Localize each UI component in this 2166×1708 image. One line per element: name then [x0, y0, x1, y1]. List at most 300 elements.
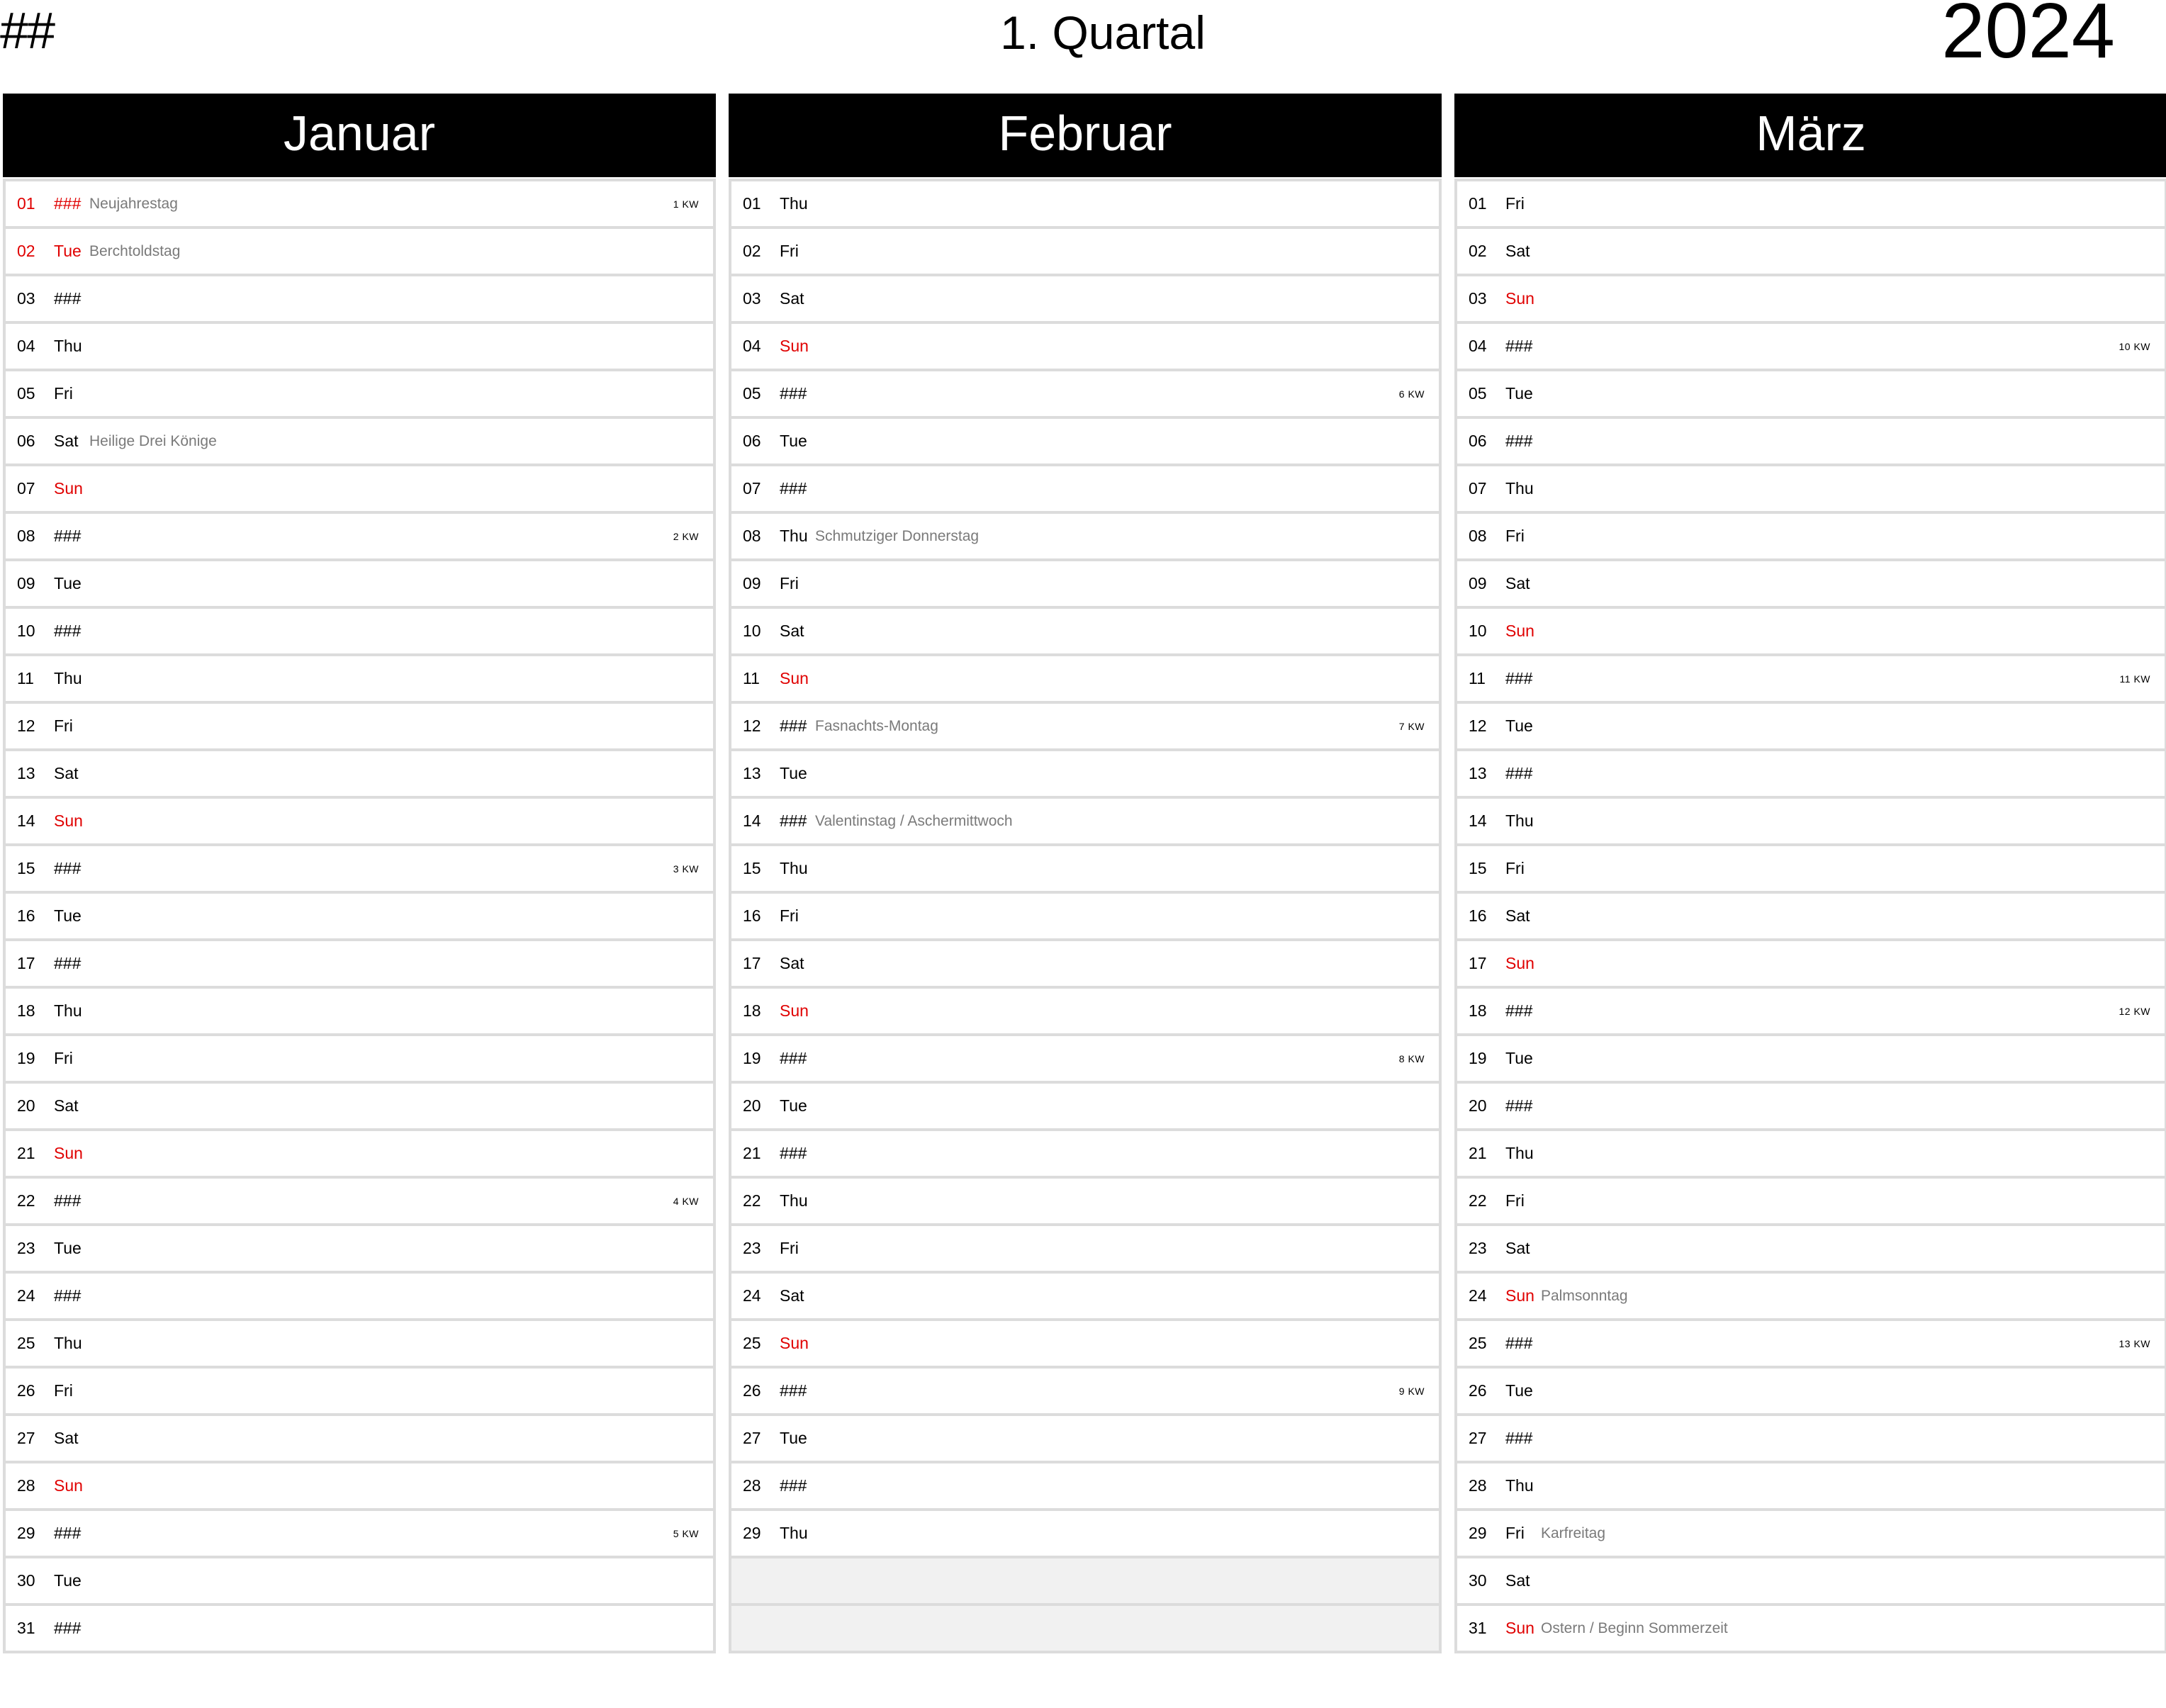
day-number: 26	[743, 1381, 761, 1400]
day-number: 28	[743, 1476, 761, 1495]
day-number: 04	[17, 337, 35, 355]
holiday-label: Palmsonntag	[1541, 1287, 1628, 1304]
day-number: 17	[743, 954, 761, 972]
day-list	[1454, 179, 2166, 1653]
weekday-label: Fri	[54, 1381, 73, 1400]
day-number: 18	[1469, 1001, 1487, 1020]
day-number: 06	[17, 432, 35, 450]
day-number: 17	[1469, 954, 1487, 972]
weekday-label: ###	[1505, 1096, 1533, 1115]
week-number-label: 4 KW	[673, 1195, 699, 1207]
day-row	[729, 704, 1442, 751]
day-number: 16	[743, 906, 761, 925]
weekday-label: ###	[54, 527, 82, 545]
day-row	[729, 1036, 1442, 1084]
weekday-label: Sat	[54, 1429, 79, 1447]
weekday-label: ###	[54, 1524, 82, 1542]
day-number: 11	[17, 669, 34, 687]
weekday-label: ###	[780, 384, 807, 403]
weekday-label: Sun	[54, 1144, 83, 1162]
day-number: 28	[1469, 1476, 1487, 1495]
weekday-label: Tue	[1505, 1381, 1533, 1400]
day-row	[729, 941, 1442, 989]
weekday-label: ###	[54, 859, 82, 877]
weekday-label: Tue	[54, 574, 82, 592]
day-row	[1454, 229, 2166, 276]
day-row	[729, 799, 1442, 846]
day-row	[3, 609, 716, 656]
day-row	[3, 751, 716, 799]
day-number: 18	[743, 1001, 761, 1020]
holiday-label: Berchtoldstag	[89, 242, 181, 259]
weekday-label: Fri	[1505, 194, 1525, 213]
empty-day-row	[729, 1558, 1442, 1606]
weekday-label: ###	[54, 194, 82, 213]
day-number: 31	[17, 1619, 35, 1637]
week-number-label: 13 KW	[2119, 1337, 2150, 1349]
weekday-label: Thu	[780, 527, 808, 545]
day-row	[1454, 1084, 2166, 1131]
day-number: 08	[1469, 527, 1487, 545]
day-row	[1454, 941, 2166, 989]
month-column	[3, 94, 716, 1653]
day-row	[3, 1179, 716, 1226]
day-number: 27	[1469, 1429, 1487, 1447]
weekday-label: Thu	[1505, 479, 1534, 498]
weekday-label: Sat	[1505, 906, 1530, 925]
day-number: 14	[17, 811, 35, 830]
weekday-label: ###	[54, 1191, 82, 1210]
day-number: 21	[1469, 1144, 1487, 1162]
weekday-label: Sun	[54, 811, 83, 830]
weekday-label: Tue	[780, 432, 807, 450]
day-row	[729, 324, 1442, 371]
day-number: 09	[1469, 574, 1487, 592]
day-row	[3, 419, 716, 466]
weekday-label: ###	[54, 954, 82, 972]
day-row	[729, 1416, 1442, 1463]
weekday-label: ###	[54, 622, 82, 640]
weekday-label: Fri	[1505, 859, 1525, 877]
day-row	[729, 1179, 1442, 1226]
weekday-label: ###	[780, 717, 807, 735]
day-number: 01	[17, 194, 35, 213]
day-number: 26	[17, 1381, 35, 1400]
day-number: 23	[1469, 1239, 1487, 1257]
day-row	[729, 1369, 1442, 1416]
weekday-label: ###	[780, 1049, 807, 1067]
day-row	[1454, 989, 2166, 1036]
weekday-label: ###	[1505, 1334, 1533, 1352]
weekday-label: Thu	[1505, 1476, 1534, 1495]
day-number: 19	[17, 1049, 35, 1067]
weekday-label: Fri	[54, 717, 73, 735]
month-header: März	[1454, 94, 2166, 177]
day-row	[729, 1463, 1442, 1511]
weekday-label: Tue	[54, 1239, 82, 1257]
day-row	[729, 609, 1442, 656]
day-row	[729, 229, 1442, 276]
weekday-label: Thu	[54, 669, 82, 687]
day-number: 21	[17, 1144, 35, 1162]
day-row	[1454, 656, 2166, 704]
day-number: 07	[1469, 479, 1487, 498]
day-number: 07	[743, 479, 761, 498]
weekday-label: Sat	[780, 622, 804, 640]
day-row	[3, 466, 716, 514]
day-row	[3, 656, 716, 704]
week-number-label: 6 KW	[1398, 388, 1425, 400]
day-number: 10	[743, 622, 761, 640]
empty-day-row	[729, 1606, 1442, 1653]
holiday-label: Neujahrestag	[89, 195, 178, 212]
day-number: 22	[743, 1191, 761, 1210]
day-row	[729, 656, 1442, 704]
day-row	[1454, 1416, 2166, 1463]
day-row	[3, 1558, 716, 1606]
day-number: 05	[17, 384, 35, 403]
day-row	[3, 704, 716, 751]
week-number-label: 12 KW	[2119, 1005, 2150, 1017]
day-row	[729, 751, 1442, 799]
day-number: 11	[1469, 669, 1486, 687]
weekday-label: Sun	[780, 1334, 809, 1352]
day-number: 20	[17, 1096, 35, 1115]
day-number: 23	[743, 1239, 761, 1257]
week-number-label: 9 KW	[1398, 1385, 1425, 1397]
weekday-label: Tue	[54, 242, 82, 260]
day-row	[3, 561, 716, 609]
day-row	[1454, 1036, 2166, 1084]
day-row	[3, 371, 716, 419]
day-number: 14	[743, 811, 761, 830]
holiday-label: Heilige Drei Könige	[89, 432, 217, 449]
day-row	[729, 1226, 1442, 1274]
day-number: 13	[1469, 764, 1487, 782]
day-number: 03	[1469, 289, 1487, 308]
holiday-label: Valentinstag / Aschermittwoch	[815, 812, 1013, 829]
day-row	[729, 1131, 1442, 1179]
day-number: 29	[743, 1524, 761, 1542]
day-row	[1454, 1274, 2166, 1321]
weekday-label: Fri	[54, 384, 73, 403]
day-number: 26	[1469, 1381, 1487, 1400]
weekday-label: ###	[1505, 1429, 1533, 1447]
page-title: 1. Quartal	[1000, 6, 1206, 59]
weekday-label: Sun	[1505, 954, 1534, 972]
week-number-label: 5 KW	[673, 1527, 699, 1539]
day-row	[3, 1416, 716, 1463]
weekday-label: Sun	[54, 479, 83, 498]
day-row	[3, 1369, 716, 1416]
day-number: 18	[17, 1001, 35, 1020]
day-row	[1454, 371, 2166, 419]
weekday-label: Sat	[54, 432, 79, 450]
day-number: 04	[1469, 337, 1487, 355]
weekday-label: Fri	[1505, 1191, 1525, 1210]
week-number-label: 3 KW	[673, 863, 699, 875]
weekday-label: ###	[780, 1381, 807, 1400]
day-row	[3, 1226, 716, 1274]
weekday-label: ###	[780, 1144, 807, 1162]
day-row	[3, 179, 716, 229]
weekday-label: Thu	[54, 337, 82, 355]
day-row	[3, 324, 716, 371]
weekday-label: Thu	[780, 194, 808, 213]
day-number: 20	[743, 1096, 761, 1115]
day-number: 02	[17, 242, 35, 260]
day-row	[1454, 179, 2166, 229]
weekday-label: Fri	[1505, 527, 1525, 545]
day-number: 08	[17, 527, 35, 545]
day-number: 28	[17, 1476, 35, 1495]
day-row	[1454, 704, 2166, 751]
weekday-label: Fri	[54, 1049, 73, 1067]
day-number: 06	[1469, 432, 1487, 450]
weekday-label: Tue	[780, 1096, 807, 1115]
day-row	[3, 1036, 716, 1084]
month-column	[1454, 94, 2166, 1653]
day-row	[3, 1511, 716, 1558]
weekday-label: Tue	[54, 906, 82, 925]
day-number: 04	[743, 337, 761, 355]
month-column	[729, 94, 1442, 1653]
day-row	[3, 846, 716, 894]
weekday-label: Thu	[1505, 1144, 1534, 1162]
day-row	[1454, 894, 2166, 941]
day-row	[3, 941, 716, 989]
weekday-label: Sat	[780, 954, 804, 972]
weekday-label: Fri	[780, 1239, 799, 1257]
day-row	[729, 466, 1442, 514]
day-row	[1454, 1321, 2166, 1369]
day-number: 22	[17, 1191, 35, 1210]
day-number: 25	[743, 1334, 761, 1352]
weekday-label: Fri	[780, 574, 799, 592]
day-number: 24	[1469, 1286, 1487, 1305]
weekday-label: Sat	[54, 1096, 79, 1115]
day-row	[729, 1321, 1442, 1369]
weekday-label: ###	[1505, 669, 1533, 687]
weekday-label: Sun	[1505, 622, 1534, 640]
weekday-label: Fri	[780, 242, 799, 260]
day-row	[1454, 1369, 2166, 1416]
week-number-label: 7 KW	[1398, 720, 1425, 732]
day-number: 06	[743, 432, 761, 450]
weekday-label: ###	[1505, 337, 1533, 355]
day-row	[1454, 514, 2166, 561]
day-row	[3, 894, 716, 941]
day-number: 15	[1469, 859, 1487, 877]
day-number: 08	[743, 527, 761, 545]
weekday-label: ###	[780, 479, 807, 498]
day-list	[729, 179, 1442, 1653]
day-row	[729, 1274, 1442, 1321]
day-row	[1454, 799, 2166, 846]
day-row	[1454, 751, 2166, 799]
day-number: 09	[743, 574, 761, 592]
day-row	[1454, 1131, 2166, 1179]
day-number: 16	[17, 906, 35, 925]
weekday-label: Thu	[54, 1334, 82, 1352]
day-number: 05	[1469, 384, 1487, 403]
day-number: 17	[17, 954, 35, 972]
day-number: 15	[743, 859, 761, 877]
day-number: 23	[17, 1239, 35, 1257]
day-number: 05	[743, 384, 761, 403]
day-row	[3, 1131, 716, 1179]
weekday-label: Thu	[780, 859, 808, 877]
weekday-label: Fri	[780, 906, 799, 925]
day-row	[1454, 1511, 2166, 1558]
weekday-label: ###	[780, 811, 807, 830]
weekday-label: ###	[1505, 432, 1533, 450]
day-number: 02	[1469, 242, 1487, 260]
day-row	[3, 514, 716, 561]
day-number: 22	[1469, 1191, 1487, 1210]
weekday-label: ###	[54, 1286, 82, 1305]
day-number: 25	[17, 1334, 35, 1352]
weekday-label: ###	[1505, 764, 1533, 782]
weekday-label: Tue	[780, 1429, 807, 1447]
holiday-label: Schmutziger Donnerstag	[815, 527, 980, 544]
day-row	[3, 1084, 716, 1131]
day-row	[3, 1463, 716, 1511]
day-number: 07	[17, 479, 35, 498]
day-number: 10	[17, 622, 35, 640]
week-number-label: 1 KW	[673, 198, 699, 210]
day-number: 13	[17, 764, 35, 782]
day-number: 30	[17, 1571, 35, 1590]
weekday-label: Sun	[780, 1001, 809, 1020]
day-row	[3, 1321, 716, 1369]
day-number: 12	[743, 717, 761, 735]
day-number: 30	[1469, 1571, 1487, 1590]
weekday-label: Sun	[54, 1476, 83, 1495]
day-number: 02	[743, 242, 761, 260]
holiday-label: Karfreitag	[1541, 1524, 1606, 1541]
day-row	[729, 846, 1442, 894]
day-row	[1454, 561, 2166, 609]
day-row	[1454, 1179, 2166, 1226]
day-number: 09	[17, 574, 35, 592]
day-row	[729, 419, 1442, 466]
day-row	[1454, 1606, 2166, 1653]
day-row	[3, 1606, 716, 1653]
day-number: 19	[1469, 1049, 1487, 1067]
weekday-label: Thu	[1505, 811, 1534, 830]
weekday-label: ###	[54, 289, 82, 308]
day-row	[3, 276, 716, 324]
day-number: 31	[1469, 1619, 1487, 1637]
weekday-label: ###	[780, 1476, 807, 1495]
weekday-label: Sat	[1505, 242, 1530, 260]
day-number: 27	[743, 1429, 761, 1447]
day-number: 25	[1469, 1334, 1487, 1352]
holiday-label: Fasnachts-Montag	[815, 717, 938, 734]
day-row	[729, 371, 1442, 419]
day-row	[729, 179, 1442, 229]
day-number: 27	[17, 1429, 35, 1447]
day-number: 24	[17, 1286, 35, 1305]
weekday-label: Sat	[1505, 1571, 1530, 1590]
day-number: 03	[743, 289, 761, 308]
day-number: 14	[1469, 811, 1487, 830]
weekday-label: Tue	[1505, 1049, 1533, 1067]
day-row	[1454, 419, 2166, 466]
weekday-label: Fri	[1505, 1524, 1525, 1542]
day-row	[729, 276, 1442, 324]
day-number: 24	[743, 1286, 761, 1305]
day-row	[1454, 846, 2166, 894]
day-number: 12	[17, 717, 35, 735]
header-left-label: ##	[0, 3, 55, 60]
day-row	[3, 229, 716, 276]
day-number: 01	[1469, 194, 1487, 213]
weekday-label: Sun	[1505, 1286, 1534, 1305]
day-row	[3, 989, 716, 1036]
weekday-label: Sun	[780, 669, 809, 687]
week-number-label: 10 KW	[2119, 340, 2150, 352]
day-row	[729, 1511, 1442, 1558]
day-row	[1454, 1226, 2166, 1274]
week-number-label: 2 KW	[673, 530, 699, 542]
day-number: 01	[743, 194, 761, 213]
day-row	[729, 514, 1442, 561]
weekday-label: ###	[54, 1619, 82, 1637]
weekday-label: Thu	[780, 1191, 808, 1210]
day-row	[3, 799, 716, 846]
day-row	[729, 894, 1442, 941]
day-number: 29	[17, 1524, 35, 1542]
day-number: 20	[1469, 1096, 1487, 1115]
day-row	[1454, 276, 2166, 324]
day-number: 15	[17, 859, 35, 877]
weekday-label: Thu	[780, 1524, 808, 1542]
weekday-label: Sat	[780, 1286, 804, 1305]
holiday-label: Ostern / Beginn Sommerzeit	[1541, 1619, 1728, 1636]
day-row	[729, 989, 1442, 1036]
weekday-label: Sat	[780, 289, 804, 308]
weekday-label: ###	[1505, 1001, 1533, 1020]
weekday-label: Thu	[54, 1001, 82, 1020]
weekday-label: Sat	[54, 764, 79, 782]
weekday-label: Sat	[1505, 1239, 1530, 1257]
day-number: 11	[743, 669, 760, 687]
day-number: 29	[1469, 1524, 1487, 1542]
weekday-label: Sun	[1505, 289, 1534, 308]
week-number-label: 11 KW	[2119, 673, 2150, 685]
day-number: 10	[1469, 622, 1487, 640]
day-row	[729, 1084, 1442, 1131]
day-row	[1454, 466, 2166, 514]
day-number: 12	[1469, 717, 1487, 735]
day-row	[3, 1274, 716, 1321]
year-label: 2024	[1941, 0, 2115, 74]
weekday-label: Sun	[1505, 1619, 1534, 1637]
day-row	[1454, 1558, 2166, 1606]
day-number: 03	[17, 289, 35, 308]
day-list	[3, 179, 716, 1653]
day-row	[729, 561, 1442, 609]
day-number: 13	[743, 764, 761, 782]
month-header: Januar	[3, 94, 716, 177]
day-row	[1454, 1463, 2166, 1511]
day-number: 19	[743, 1049, 761, 1067]
day-number: 21	[743, 1144, 761, 1162]
weekday-label: Sun	[780, 337, 809, 355]
week-number-label: 8 KW	[1398, 1052, 1425, 1064]
